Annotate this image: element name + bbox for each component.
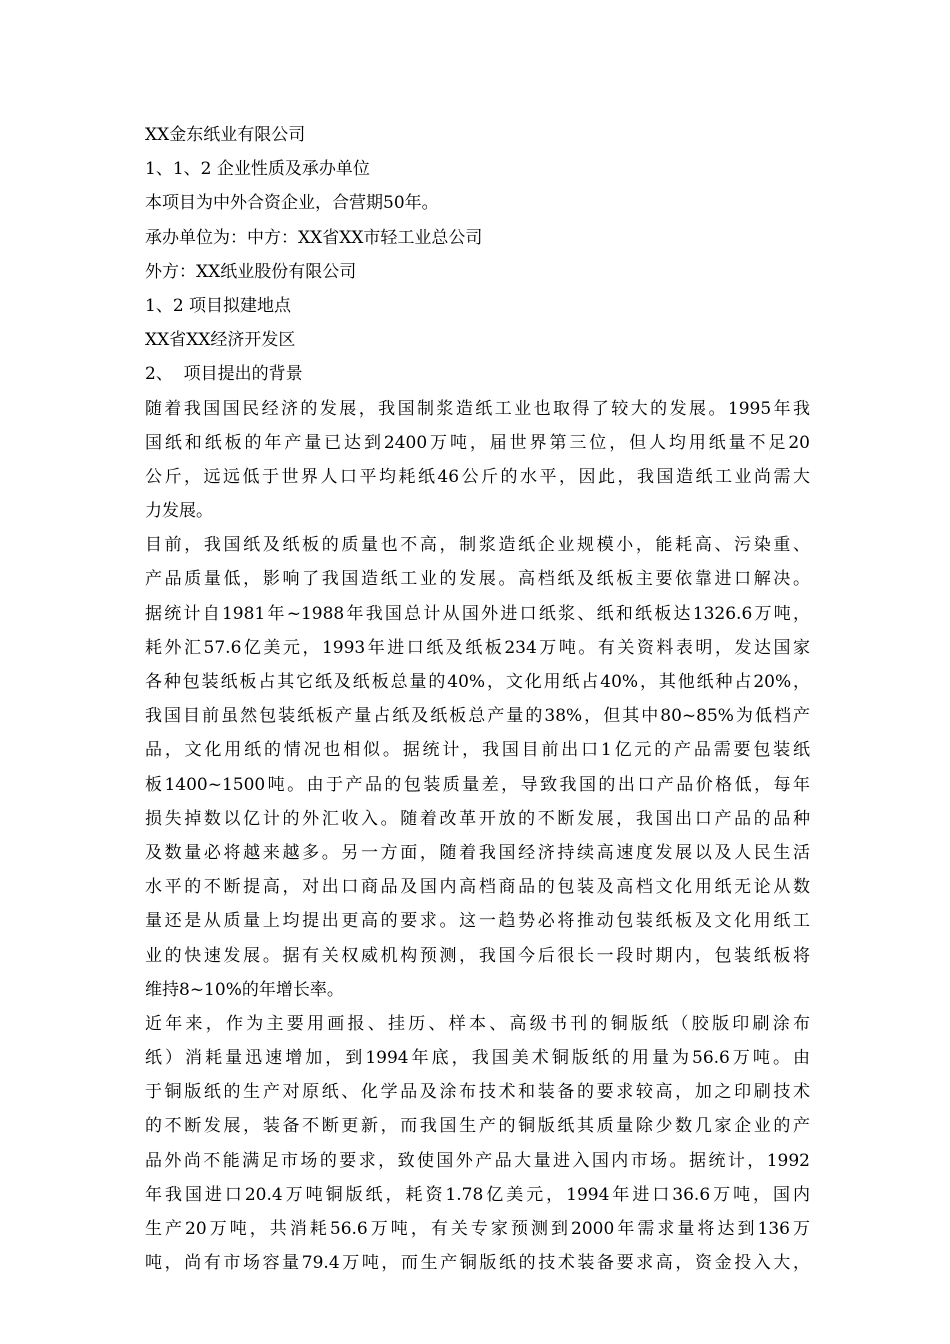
paragraph-line: 维持8~10%的年增长率。 [145, 979, 344, 1000]
paragraph-line: 量还是从质量上均提出更高的要求。这一趋势必将推动包装纸板及文化用纸工 [145, 911, 810, 932]
paragraph-line: 各种包装纸板占其它纸及纸板总量的40%，文化用纸占40%，其他纸种占20%， [145, 672, 810, 692]
paragraph-background-2 [145, 528, 810, 1007]
paragraph-line: 水平的不断提高，对出口商品及国内高档商品的包装及高档文化用纸无论从数 [145, 877, 810, 898]
paragraph-line: 目前，我国纸及纸板的质量也不高，制浆造纸企业规模小，能耗高、污染重、 [145, 535, 810, 556]
paragraph-line: 纸）消耗量迅速增加，到1994年底，我国美术铜版纸的用量为56.6万吨。由 [145, 1048, 810, 1069]
paragraph-line: 公斤，远远低于世界人口平均耗纸46公斤的水平，因此，我国造纸工业尚需大 [145, 466, 810, 487]
paragraph-line: 品，文化用纸的情况也相似。据统计，我国目前出口1亿元的产品需要包装纸 [145, 740, 810, 761]
enterprise-nature-text: 本项目为中外合资企业，合营期50年。 [145, 193, 439, 214]
location-text: XX省XX经济开发区 [145, 330, 296, 351]
paragraph-line: 产品质量低，影响了我国造纸工业的发展。高档纸及纸板主要依靠进口解决。 [145, 569, 810, 590]
paragraph-line: 随着我国国民经济的发展，我国制浆造纸工业也取得了较大的发展。1995年我 [145, 398, 810, 419]
undertaker-foreign-text: 外方：XX纸业股份有限公司 [145, 261, 357, 282]
paragraph-line: 近年来，作为主要用画报、挂历、样本、高级书刊的铜版纸（胶版印刷涂布 [145, 1013, 810, 1034]
paragraph-line: 耗外汇57.6亿美元，1993年进口纸及纸板234万吨。有关资料表明，发达国家 [145, 637, 810, 658]
paragraph-line: 业的快速发展。据有关权威机构预测，我国今后很长一段时期内，包装纸板将 [145, 945, 810, 966]
undertaker-china-text: 承办单位为：中方：XX省XX市轻工业总公司 [145, 227, 483, 248]
paragraph-line: 板1400~1500吨。由于产品的包装质量差，导致我国的出口产品价格低，每年 [145, 774, 810, 795]
section-heading-1-1-2: 1、1、2 企业性质及承办单位 [145, 159, 370, 180]
paragraph-background-1 [145, 392, 810, 529]
company-name: XX金东纸业有限公司 [145, 125, 306, 145]
paragraph-line: 吨，尚有市场容量79.4万吨，而生产铜版纸的技术装备要求高，资金投入大， [145, 1253, 810, 1274]
paragraph-line: 的不断发展，装备不断更新，而我国生产的铜版纸其质量除少数几家企业的产 [145, 1116, 810, 1137]
paragraph-line: 品外尚不能满足市场的要求，致使国外产品大量进入国内市场。据统计，1992 [145, 1150, 810, 1171]
paragraph-line: 力发展。 [145, 501, 213, 522]
paragraph-line: 损失掉数以亿计的外汇收入。随着改革开放的不断发展，我国出口产品的品种 [145, 808, 810, 829]
section-heading-1-2: 1、2 项目拟建地点 [145, 295, 292, 316]
document-page [145, 118, 810, 1280]
paragraph-line: 我国目前虽然包装纸板产量占纸及纸板总产量的38%，但其中80~85%为低档产 [145, 706, 810, 727]
paragraph-line: 及数量必将越来越多。另一方面，随着我国经济持续高速度发展以及人民生活 [145, 842, 810, 863]
paragraph-line: 于铜版纸的生产对原纸、化学品及涂布技术和装备的要求较高，加之印刷技术 [145, 1082, 810, 1103]
paragraph-line: 年我国进口20.4万吨铜版纸，耗资1.78亿美元，1994年进口36.6万吨，国内 [145, 1184, 810, 1205]
paragraph-background-3 [145, 1007, 810, 1281]
paragraph-line: 据统计自1981年~1988年我国总计从国外进口纸浆、纸和纸板达1326.6万吨， [145, 603, 810, 624]
paragraph-line: 国纸和纸板的年产量已达到2400万吨，届世界第三位，但人均用纸量不足20 [145, 432, 810, 453]
section-heading-2: 2、 项目提出的背景 [145, 364, 303, 385]
paragraph-line: 生产20万吨，共消耗56.6万吨，有关专家预测到2000年需求量将达到136万 [145, 1219, 810, 1239]
